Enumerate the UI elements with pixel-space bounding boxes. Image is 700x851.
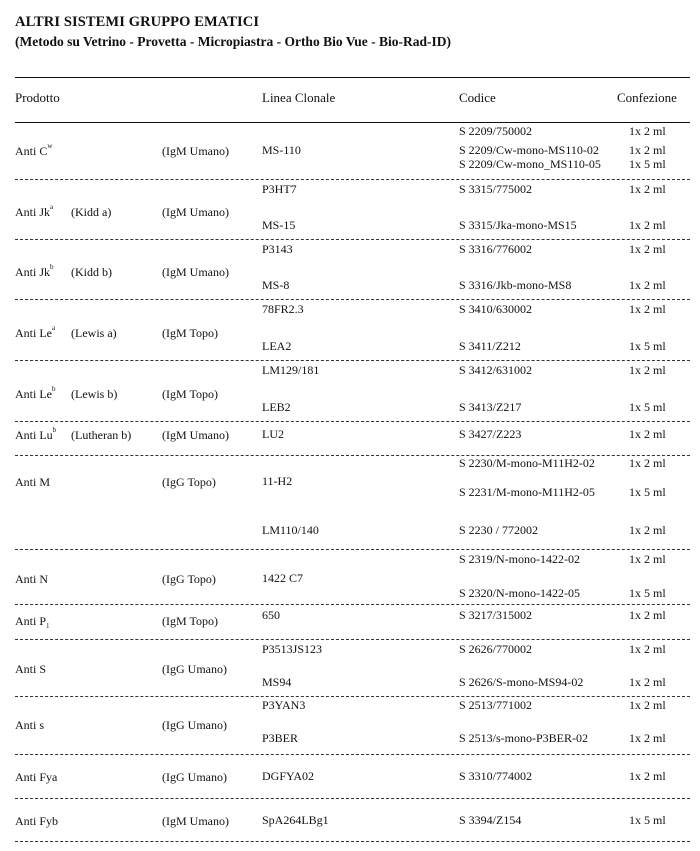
product-name-text: Anti M: [15, 475, 51, 489]
product-name: [15, 718, 44, 733]
product-name-text: Anti s: [15, 718, 45, 732]
product-antigen-superscript: b: [52, 426, 57, 434]
product-name: [15, 770, 57, 785]
package-size: 1x 5 ml: [629, 586, 666, 600]
package-size: 1x 2 ml: [629, 278, 666, 292]
header-top-rule: [15, 77, 690, 78]
clonal-line: MS-8: [262, 278, 290, 292]
antibody-type: (IgM Umano): [162, 814, 229, 828]
package-size: 1x 5 ml: [629, 339, 666, 353]
clonal-line: LM129/181: [262, 363, 320, 377]
clonal-line: P3HT7: [262, 182, 297, 196]
clonal-line: LM110/140: [262, 523, 319, 537]
product-name: [15, 387, 56, 402]
package-size: 1x 2 ml: [629, 427, 666, 441]
product-code: S 2209/750002: [459, 124, 533, 138]
product-name-text: Anti Le: [15, 387, 52, 401]
antibody-type: (IgG Umano): [162, 662, 227, 676]
table-row: [15, 697, 690, 755]
package-size: 1x 2 ml: [629, 143, 666, 157]
product-antigen-superscript: a: [50, 203, 54, 211]
clonal-line: P3BER: [262, 731, 299, 745]
header-product: Prodotto: [15, 90, 60, 105]
clonal-line: SpA264LBg1: [262, 813, 329, 827]
product-code: S 2513/771002: [459, 698, 533, 712]
product-name: [15, 144, 52, 159]
package-size: 1x 2 ml: [629, 456, 666, 470]
antibody-type: (IgM Umano): [162, 265, 229, 279]
clonal-line: 1422 C7: [262, 571, 304, 585]
product-code: S 3316/Jkb-mono-MS8: [459, 278, 572, 292]
clonal-line: LEA2: [262, 339, 292, 353]
page-subtitle: (Metodo su Vetrino - Provetta - Micropiastra - Ortho Bio Vue - Bio-Rad-ID): [15, 34, 451, 49]
clonal-line: MS94: [262, 675, 292, 689]
product-code: S 3310/774002: [459, 769, 533, 783]
product-name: [15, 475, 50, 490]
package-size: 1x 2 ml: [629, 552, 666, 566]
product-name-text: Anti Fya: [15, 770, 58, 784]
product-name: [15, 662, 46, 677]
product-code: S 3217/315002: [459, 608, 533, 622]
product-code: S 2320/N-mono-1422-05: [459, 586, 580, 600]
product-name-text: Anti Jk: [15, 205, 51, 219]
product-antigen-superscript: b: [52, 385, 56, 393]
product-code: S 2231/M-mono-M11H2-05: [459, 485, 595, 499]
product-name: [15, 814, 58, 829]
product-note: (Lewis a): [71, 326, 117, 340]
table-row: [15, 240, 690, 300]
package-size: 1x 2 ml: [629, 769, 666, 783]
package-size: 1x 5 ml: [629, 485, 666, 499]
antibody-type: (IgG Topo): [162, 475, 216, 489]
product-code: S 2513/s-mono-P3BER-02: [459, 731, 589, 745]
clonal-line: 650: [262, 608, 280, 622]
clonal-line: 11-H2: [262, 474, 293, 488]
table-row: [15, 361, 690, 422]
header-pack: Confezione: [617, 90, 677, 105]
product-code: S 3413/Z217: [459, 400, 522, 414]
product-name: [15, 205, 53, 220]
antibody-type: (IgM Umano): [162, 144, 229, 158]
page-title: ALTRI SISTEMI GRUPPO EMATICI: [15, 14, 260, 30]
table-row: [15, 640, 690, 697]
table-row: [15, 122, 690, 180]
product-name: [15, 265, 54, 280]
clonal-line: P3513JS123: [262, 642, 323, 656]
table-row: [15, 180, 690, 240]
product-code: S 2230 / 772002: [459, 523, 539, 537]
row-divider: [15, 841, 690, 842]
antibody-type: (IgM Umano): [162, 205, 229, 219]
clonal-line: 78FR2.3: [262, 302, 304, 316]
product-antigen-superscript: b: [50, 263, 54, 271]
antibody-type: (IgM Topo): [162, 387, 218, 401]
product-code: S 3411/Z212: [459, 339, 521, 353]
package-size: 1x 5 ml: [629, 400, 666, 414]
product-code: S 3315/775002: [459, 182, 533, 196]
clonal-line: LEB2: [262, 400, 291, 414]
product-note: (Lewis b): [71, 387, 118, 401]
product-code: S 3427/Z223: [459, 427, 522, 441]
product-code: S 2626/770002: [459, 642, 533, 656]
product-code: S 3316/776002: [459, 242, 533, 256]
antibody-type: (IgG Umano): [162, 718, 227, 732]
package-size: 1x 2 ml: [629, 698, 666, 712]
product-name-text: Anti P: [15, 614, 47, 628]
product-name: [15, 614, 50, 629]
antibody-type: (IgM Umano): [162, 428, 229, 442]
package-size: 1x 2 ml: [629, 675, 666, 689]
product-name: [15, 572, 48, 587]
table-row: [15, 755, 690, 799]
package-size: 1x 2 ml: [629, 523, 666, 537]
product-note: (Kidd a): [71, 205, 112, 219]
clonal-line: P3143: [262, 242, 293, 256]
product-name-text: Anti Lu: [15, 428, 53, 442]
antibody-type: (IgM Topo): [162, 614, 218, 628]
package-size: 1x 2 ml: [629, 124, 666, 138]
header-code: Codice: [459, 90, 496, 105]
product-antigen-superscript: a: [52, 324, 56, 332]
table-row: [15, 300, 690, 361]
product-code: S 2209/Cw-mono_MS110-05: [459, 157, 601, 171]
antibody-type: (IgG Umano): [162, 770, 227, 784]
product-antigen-superscript: w: [47, 142, 53, 150]
product-name-text: Anti Le: [15, 326, 52, 340]
antibody-type: (IgM Topo): [162, 326, 218, 340]
product-note: (Lutheran b): [71, 428, 132, 442]
product-note: (Kidd b): [71, 265, 112, 279]
product-code: S 2209/Cw-mono-MS110-02: [459, 143, 599, 157]
product-code: S 3394/Z154: [459, 813, 522, 827]
package-size: 1x 2 ml: [629, 242, 666, 256]
antibody-type: (IgG Topo): [162, 572, 216, 586]
clonal-line: MS-15: [262, 218, 296, 232]
package-size: 1x 2 ml: [629, 642, 666, 656]
package-size: 1x 2 ml: [629, 302, 666, 316]
package-size: 1x 2 ml: [629, 608, 666, 622]
product-code: S 3410/630002: [459, 302, 533, 316]
product-code: S 2626/S-mono-MS94-02: [459, 675, 584, 689]
product-code: S 2319/N-mono-1422-02: [459, 552, 580, 566]
package-size: 1x 5 ml: [629, 813, 666, 827]
table-row: [15, 799, 690, 842]
product-name: [15, 428, 56, 443]
product-name-text: Anti Jk: [15, 265, 51, 279]
table-row: [15, 550, 690, 605]
product-name-text: Anti N: [15, 572, 48, 586]
package-size: 1x 2 ml: [629, 363, 666, 377]
table-row: [15, 605, 690, 640]
product-name-text: Anti C: [15, 144, 48, 158]
header-clone: Linea Clonale: [262, 90, 336, 105]
product-code: S 3315/Jka-mono-MS15: [459, 218, 577, 232]
product-name-text: Anti Fyb: [15, 814, 59, 828]
package-size: 1x 2 ml: [629, 218, 666, 232]
clonal-line: DGFYA02: [262, 769, 315, 783]
clonal-line: LU2: [262, 427, 284, 441]
product-antigen-subscript: 1: [46, 622, 50, 630]
table-row: [15, 422, 690, 456]
clonal-line: MS-110: [262, 143, 301, 157]
package-size: 1x 2 ml: [629, 731, 666, 745]
product-code: S 2230/M-mono-M11H2-02: [459, 456, 595, 470]
table-row: [15, 456, 690, 550]
product-name-text: Anti S: [15, 662, 47, 676]
product-code: S 3412/631002: [459, 363, 533, 377]
clonal-line: P3YAN3: [262, 698, 306, 712]
package-size: 1x 2 ml: [629, 182, 666, 196]
product-name: [15, 326, 55, 341]
package-size: 1x 5 ml: [629, 157, 666, 171]
